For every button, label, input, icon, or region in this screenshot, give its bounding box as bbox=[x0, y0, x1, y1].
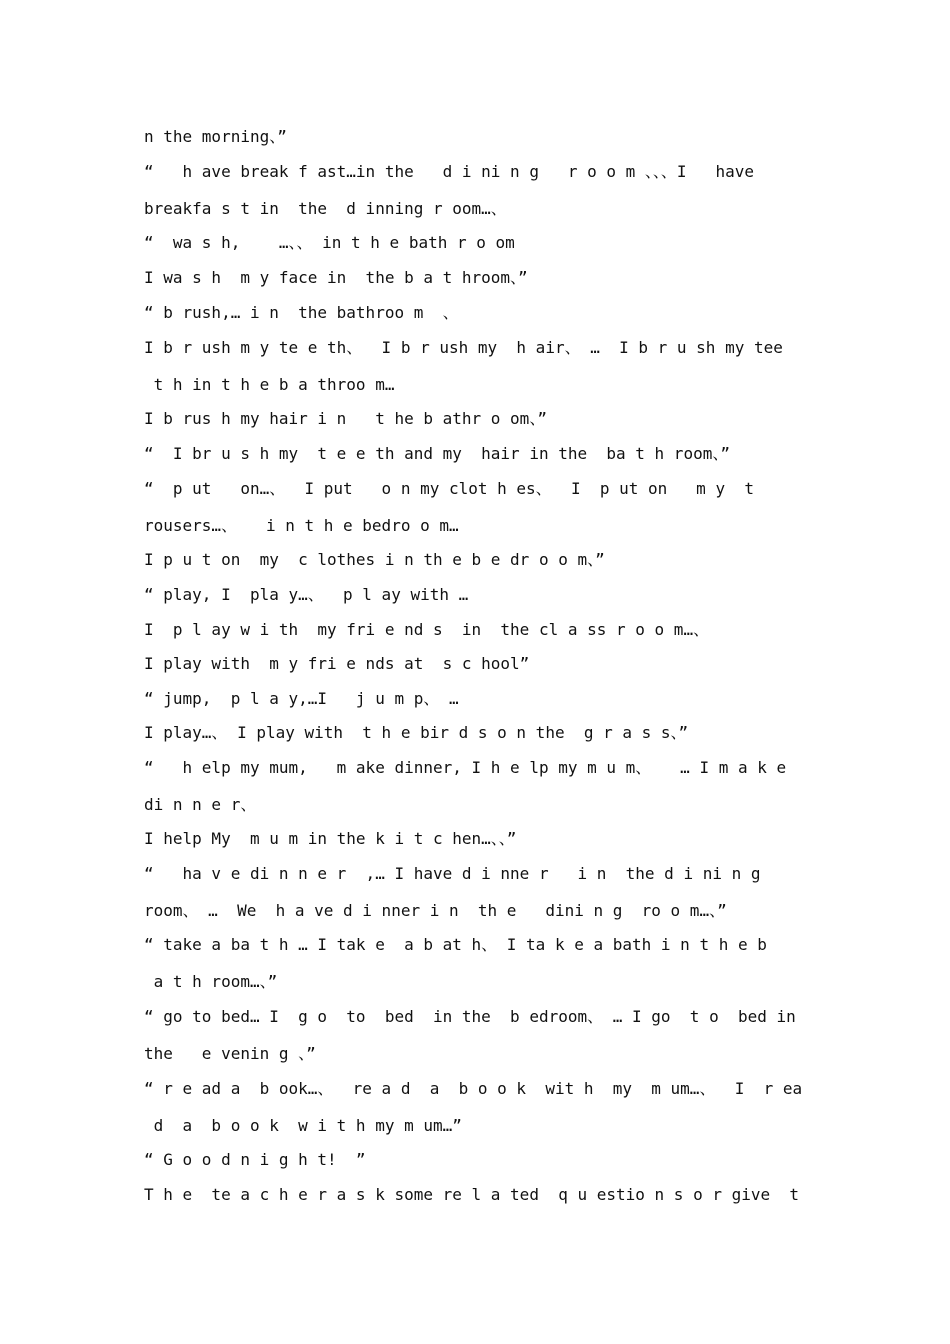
text-line: “ r e ad a b ook…、 re a d a b o o k wit h my m um…、 I r ea bbox=[144, 1079, 803, 1098]
text-line: n the morning、” bbox=[144, 127, 287, 146]
text-line: I play…、 I play with t h e bir d s o n the g r a s s、” bbox=[144, 723, 689, 742]
text-line: “ h elp my mum, m ake dinner, I h e lp my m u m、 … I m a k e bbox=[144, 758, 787, 777]
text-line: “ go to bed… I g o to bed in the b edroom、 … I go t o bed in bbox=[144, 1007, 796, 1026]
text-line: “ I br u s h my t e e th and my hair in the ba t h room、” bbox=[144, 444, 730, 463]
text-line: I p u t on my c lothes i n th e b e dr o o m、” bbox=[144, 550, 605, 569]
text-line: “ h ave break f ast…in the d i ni n g r o o m 、、、I have bbox=[144, 162, 754, 181]
text-line: I help My m u m in the k i t c hen…、、” bbox=[144, 829, 517, 848]
text-line: d a b o o k w i t h my m um…” bbox=[144, 1116, 462, 1135]
text-line: breakfa s t in the d inning r oom…、 bbox=[144, 199, 507, 218]
text-line: “ play, I pla y…、 p l ay with … bbox=[144, 585, 469, 604]
text-line: rousers…、 i n t h e bedro o m… bbox=[144, 516, 459, 535]
text-line: T h e te a c h e r a s k some re l a ted q u estio n s o r give t bbox=[144, 1185, 800, 1204]
text-line: I p l ay w i th my fri e nd s in the cl a ss r o o m…、 bbox=[144, 620, 710, 639]
text-line: I wa s h m y face in the b a t hroom、” bbox=[144, 268, 528, 287]
text-line: room、 … We h a ve d i nner i n th e dini n g ro o m…、” bbox=[144, 901, 727, 920]
text-line: t h in t h e b a throo m… bbox=[144, 375, 395, 394]
text-line: I b r ush m y te e th、 I b r ush my h air、 … I b r u sh my tee bbox=[144, 338, 783, 357]
text-line: “ ha v e di n n e r ,… I have d i nne r i n the d i ni n g bbox=[144, 864, 761, 883]
text-line: the e venin g 、” bbox=[144, 1044, 316, 1063]
text-line: di n n e r、 bbox=[144, 795, 257, 814]
text-line: “ p ut on…、 I put o n my clot h es、 I p ut on m y t bbox=[144, 479, 754, 498]
text-line: “ jump, p l a y,…I j u m p、 … bbox=[144, 689, 459, 708]
text-line: “ b rush,… i n the bathroo m 、 bbox=[144, 303, 459, 322]
text-line: a t h room…、” bbox=[144, 972, 278, 991]
text-line: I b rus h my hair i n t he b athr o om、” bbox=[144, 409, 547, 428]
text-line: “ G o o d n i g h t! ” bbox=[144, 1150, 366, 1169]
text-line: “ wa s h, …、、 in t h e bath r o om bbox=[144, 233, 515, 252]
text-line: “ take a ba t h … I tak e a b at h、 I ta k e a bath i n t h e b bbox=[144, 935, 767, 954]
text-line: I play with m y fri e nds at s c hool” bbox=[144, 654, 530, 673]
